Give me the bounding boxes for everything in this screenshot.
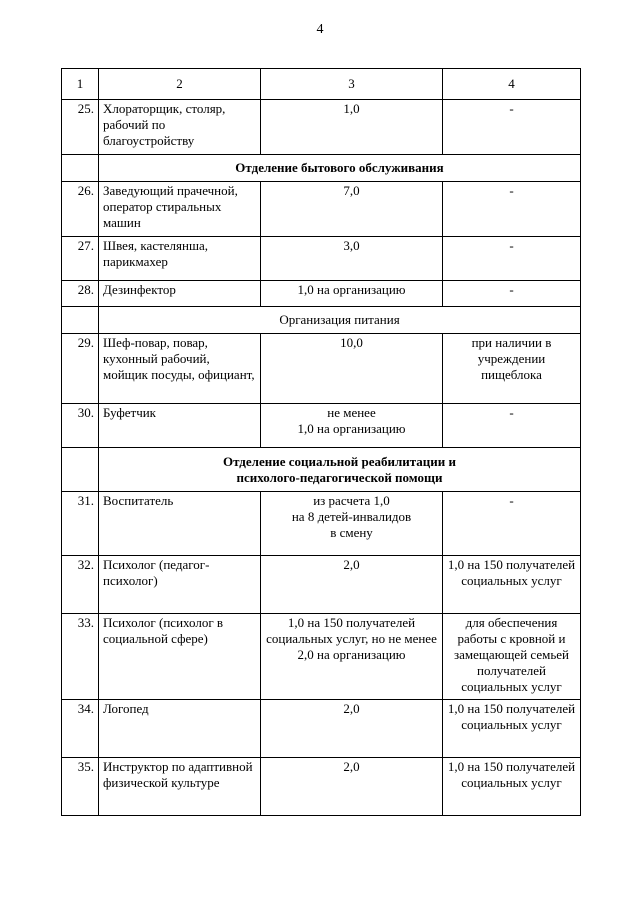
staff-quantity: 2,0	[261, 700, 443, 758]
table-row	[62, 100, 581, 155]
position-name: Шеф-повар, повар, кухонный рабочий, мойщик посуды, официант,	[99, 334, 261, 404]
section-num-cell	[62, 307, 99, 334]
section-title: Отделение социальной реабилитации и психолого-педагогической помощи	[99, 448, 581, 492]
staff-quantity: 10,0	[261, 334, 443, 404]
table-row	[62, 492, 581, 556]
row-note: -	[443, 404, 581, 448]
section-num-cell	[62, 448, 99, 492]
table-row	[62, 404, 581, 448]
row-number: 30.	[62, 404, 99, 448]
position-name: Дезинфектор	[99, 281, 261, 307]
row-note: -	[443, 182, 581, 237]
header-col-2: 2	[99, 69, 261, 100]
position-name: Буфетчик	[99, 404, 261, 448]
staff-quantity: 2,0	[261, 556, 443, 614]
staff-quantity: 3,0	[261, 237, 443, 281]
row-number: 35.	[62, 758, 99, 816]
position-name: Психолог (педагог-психолог)	[99, 556, 261, 614]
staffing-table	[61, 68, 581, 816]
row-note: 1,0 на 150 получателей социальных услуг	[443, 556, 581, 614]
table-row	[62, 334, 581, 404]
section-row	[62, 448, 581, 492]
row-note: 1,0 на 150 получателей социальных услуг	[443, 758, 581, 816]
section-title: Организация питания	[99, 307, 581, 334]
staff-quantity: 1,0 на организацию	[261, 281, 443, 307]
row-number: 32.	[62, 556, 99, 614]
staff-quantity: 2,0	[261, 758, 443, 816]
position-name: Инструктор по адаптивной физической культуре	[99, 758, 261, 816]
staff-quantity: из расчета 1,0 на 8 детей-инвалидов в смену	[261, 492, 443, 556]
row-note: -	[443, 237, 581, 281]
staff-quantity: 7,0	[261, 182, 443, 237]
section-row	[62, 155, 581, 182]
header-col-3: 3	[261, 69, 443, 100]
table-row	[62, 700, 581, 758]
row-number: 25.	[62, 100, 99, 155]
section-num-cell	[62, 155, 99, 182]
page-number: 4	[316, 22, 324, 37]
row-number: 29.	[62, 334, 99, 404]
position-name: Швея, кастелянша, парикмахер	[99, 237, 261, 281]
row-note: -	[443, 100, 581, 155]
header-col-1: 1	[62, 69, 99, 100]
staff-quantity: 1,0 на 150 получателей социальных услуг, но не менее 2,0 на организацию	[261, 614, 443, 700]
row-number: 26.	[62, 182, 99, 237]
table-row	[62, 614, 581, 700]
row-number: 28.	[62, 281, 99, 307]
position-name: Хлораторщик, столяр, рабочий по благоустройству	[99, 100, 261, 155]
table-header-row	[62, 69, 581, 100]
table-row	[62, 182, 581, 237]
position-name: Логопед	[99, 700, 261, 758]
section-title: Отделение бытового обслуживания	[99, 155, 581, 182]
section-row	[62, 307, 581, 334]
header-col-4: 4	[443, 69, 581, 100]
table-row	[62, 281, 581, 307]
row-note: -	[443, 281, 581, 307]
row-number: 27.	[62, 237, 99, 281]
position-name: Заведующий прачечной, оператор стиральных машин	[99, 182, 261, 237]
table-row	[62, 556, 581, 614]
position-name: Психолог (психолог в социальной сфере)	[99, 614, 261, 700]
staff-quantity: 1,0	[261, 100, 443, 155]
row-number: 33.	[62, 614, 99, 700]
position-name: Воспитатель	[99, 492, 261, 556]
table-row	[62, 758, 581, 816]
row-note: 1,0 на 150 получателей социальных услуг	[443, 700, 581, 758]
row-note: при наличии в учреждении пищеблока	[443, 334, 581, 404]
staff-quantity: не менее 1,0 на организацию	[261, 404, 443, 448]
table-row	[62, 237, 581, 281]
row-number: 34.	[62, 700, 99, 758]
row-number: 31.	[62, 492, 99, 556]
row-note: для обеспечения работы с кровной и замещающей семьей получателей социальных услуг	[443, 614, 581, 700]
row-note: -	[443, 492, 581, 556]
